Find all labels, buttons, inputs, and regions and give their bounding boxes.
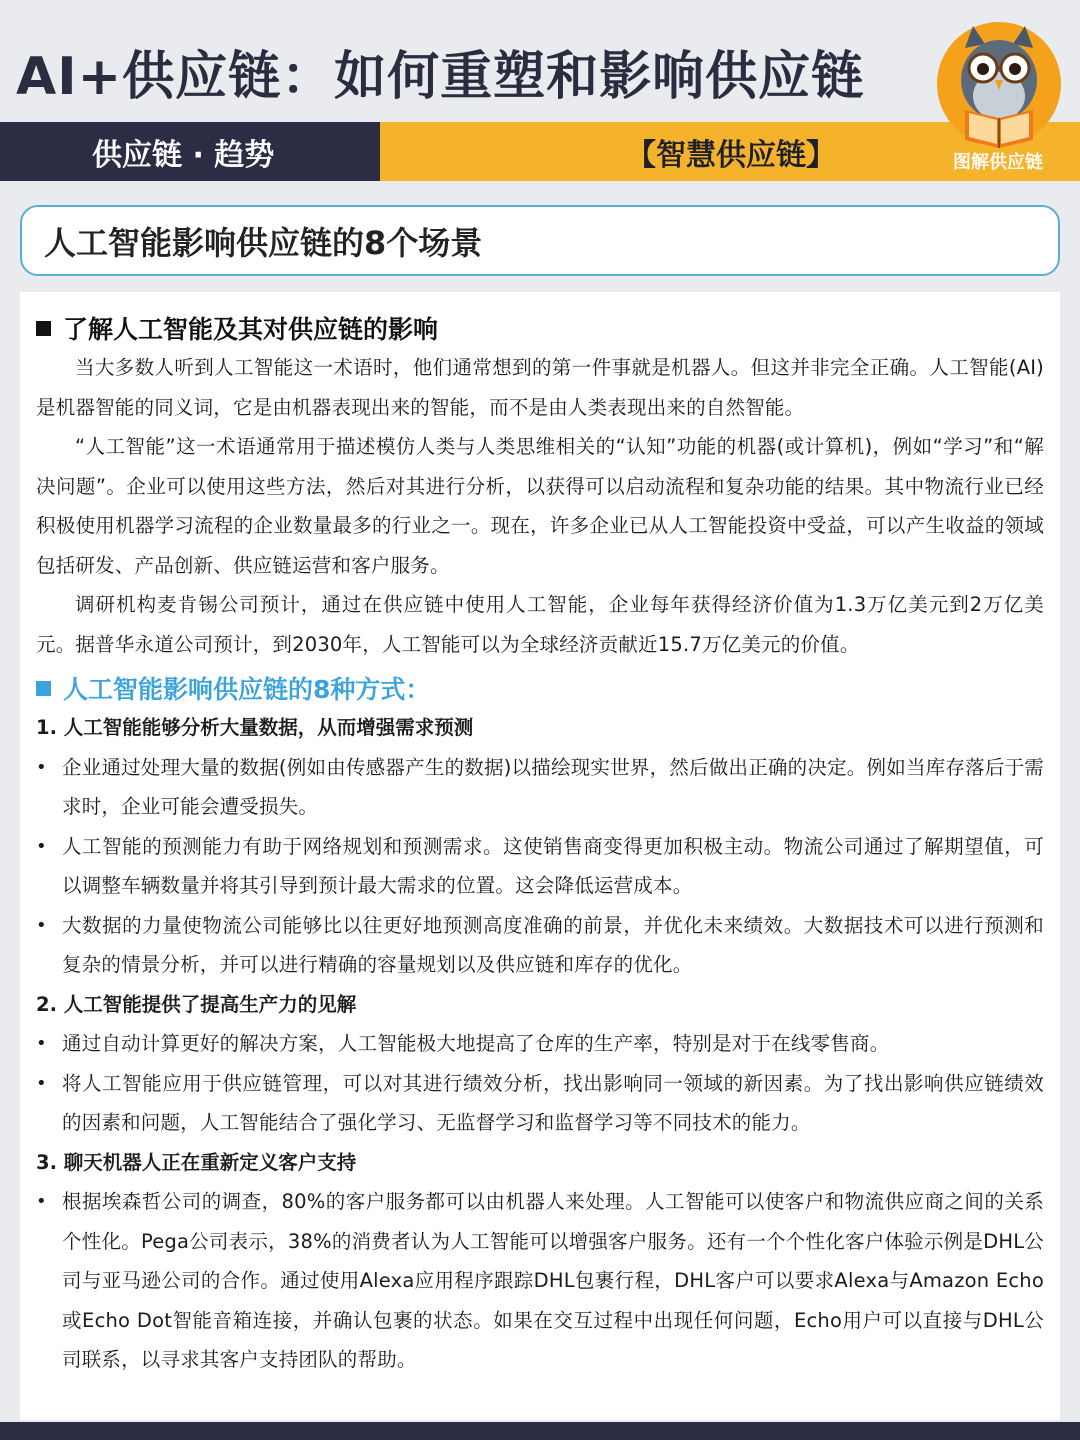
intro-paragraph: 当大多数人听到人工智能这一术语时，他们通常想到的第一件事就是机器人。但这并非完全正确。人工智能(AI)是机器智能的同义词，它是由机器表现出来的智能，而不是由人类表现出来的自然智能。 — [36, 356, 1044, 419]
bullet-list — [36, 1024, 1044, 1143]
square-bullet-icon — [36, 681, 51, 696]
bullet-list — [36, 1182, 1044, 1380]
list-item: • 将人工智能应用于供应链管理，可以对其进行绩效分析，找出影响同一领域的新因素。为了找出影响供应链绩效的因素和问题，人工智能结合了强化学习、无监督学习和监督学习等不同技术的能力。 — [36, 1064, 1044, 1143]
square-bullet-icon — [36, 321, 51, 336]
ways-heading: 人工智能影响供应链的8种方式： — [36, 668, 1044, 708]
list-item: • 大数据的力量使物流公司能够比以往更好地预测高度准确的前景，并优化未来绩效。大数据技术可以进行预测和复杂的情景分析，并可以进行精确的容量规划以及供应链和库存的优化。 — [36, 906, 1044, 985]
intro-heading: 了解人工智能及其对供应链的影响 — [36, 308, 1044, 348]
list-item: • 企业通过处理大量的数据(例如由传感器产生的数据)以描绘现实世界，然后做出正确的决定。例如当库存落后于需求时，企业可能会遭受损失。 — [36, 748, 1044, 827]
bullet-list — [36, 748, 1044, 985]
header — [0, 0, 1080, 122]
way-title: 3. 聊天机器人正在重新定义客户支持 — [36, 1150, 357, 1174]
intro-paragraph: 调研机构麦肯锡公司预计，通过在供应链中使用人工智能，企业每年获得经济价值为1.3万亿美元到2万亿美元。据普华永道公司预计，到2030年，人工智能可以为全球经济贡献近15.7万亿美元的价值。 — [36, 593, 1044, 656]
way-title: 1. 人工智能能够分析大量数据，从而增强需求预测 — [36, 716, 474, 739]
section-title: 人工智能影响供应链的8个场景 — [20, 205, 1060, 276]
list-item: • 人工智能的预测能力有助于网络规划和预测需求。这使销售商变得更加积极主动。物流公司通过了解期望值，可以调整车辆数量并将其引导到预计最大需求的位置。这会降低运营成本。 — [36, 827, 1044, 906]
page-title: AI+供应链：如何重塑和影响供应链 — [16, 47, 865, 107]
intro-paragraph: “人工智能”这一术语通常用于描述模仿人类与人类思维相关的“认知”功能的机器(或计算机)，例如“学习”和“解决问题”。企业可以使用这些方法，然后对其进行分析，以获得可以启动流程和复杂功能的结果。其中物流行业已经积极使用机器学习流程的企业数量最多的行业之一。现在，许多企业已从人工智能投资中受益，可以产生收益的领域包括研发、产品创新、供应链运营和客户服务。 — [36, 435, 1044, 577]
logo-text: 图解供应链 — [953, 152, 1043, 173]
footer-bar — [0, 1422, 1080, 1440]
way-title: 2. 人工智能提供了提高生产力的见解 — [36, 992, 357, 1016]
list-item: • 根据埃森哲公司的调查，80%的客户服务都可以由机器人来处理。人工智能可以使客户和物流供应商之间的关系个性化。Pega公司表示，38%的消费者认为人工智能可以增强客户服务。还有一个个性化客户体验示例是DHL公司与亚马逊公司的合作。通过使用Alexa应用程序跟踪DHL包裹行程，DHL客户可以要求Alexa与Amazon Echo或Echo Dot智能音箱连接，并确认包裹的状态。如果在交互过程中出现任何问题，Echo用户可以直接与DHL公司联系，以寻求其客户支持团队的帮助。 — [36, 1182, 1044, 1380]
category-band: 供应链 · 趋势 — [0, 122, 380, 181]
list-item: • 通过自动计算更好的解决方案，人工智能极大地提高了仓库的生产率，特别是对于在线零售商。 — [36, 1024, 1044, 1064]
series-band: 【智慧供应链】 — [380, 122, 1080, 181]
article-body — [20, 292, 1060, 1420]
